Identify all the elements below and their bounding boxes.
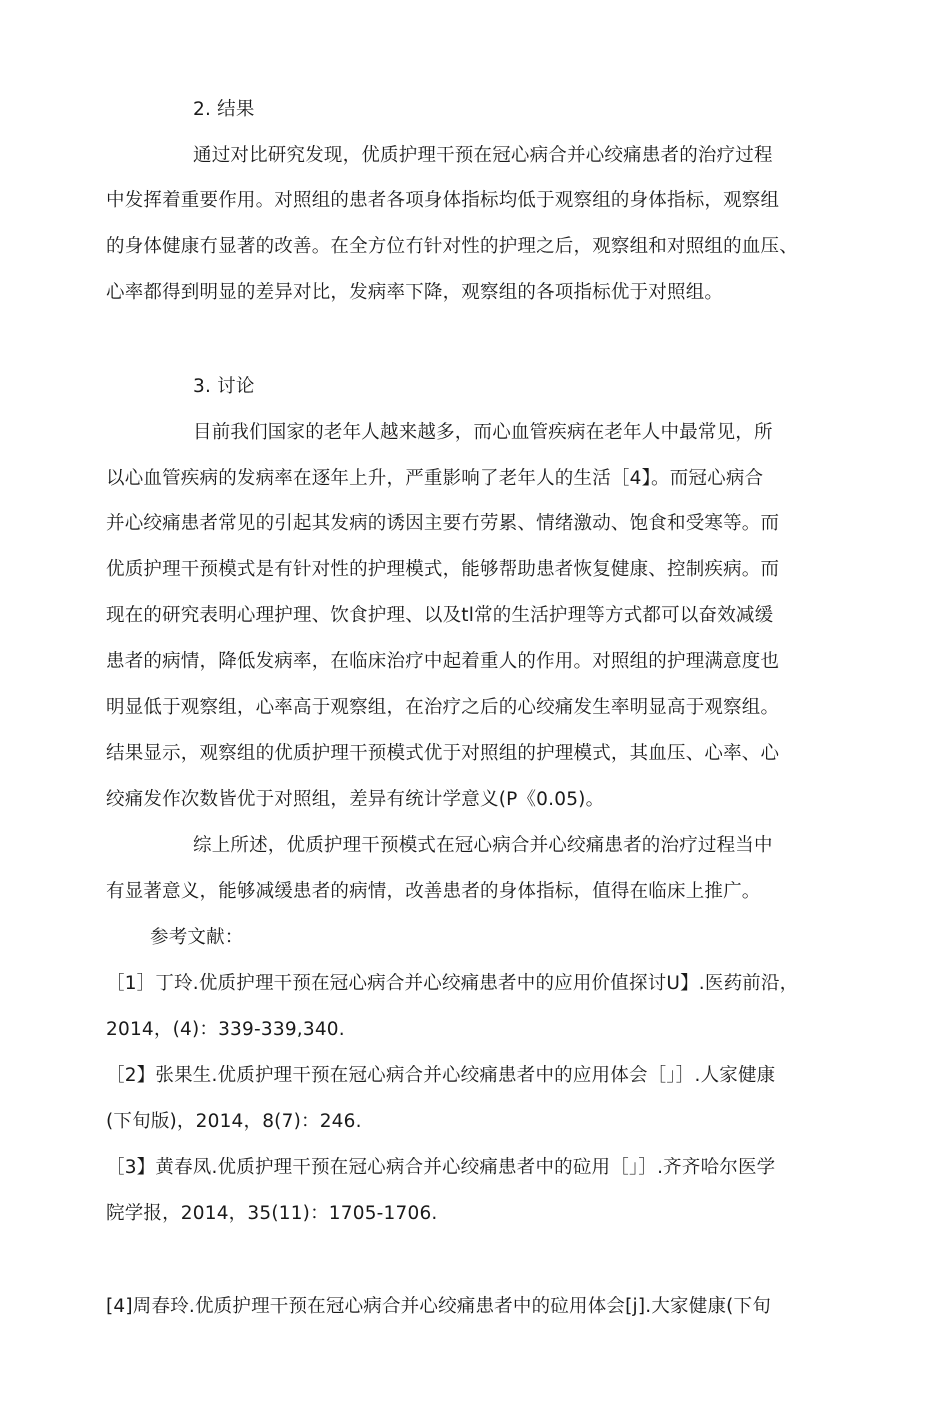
paragraph-line: 患者的病情，降低发病率，在临床治疗中起着重人的作用。对照组的护理满意度也 — [106, 651, 780, 672]
section-heading-results: 2. 结果 — [193, 99, 255, 120]
reference-line: 院学报，2014，35(11)：1705-1706. — [106, 1203, 438, 1224]
reference-line: ［1］丁玲.优质护理干预在冠心病合并心绞痛患者中的应用价值探讨U】.医药前沿， — [106, 973, 799, 994]
paragraph-line: 以心血管疾病的发病率在逐年上升，严重影响了老年人的生活［4】。而冠心病合 — [106, 468, 764, 489]
paragraph-line: 有显著意义，能够减缓患者的病情，改善患者的身体指标，值得在临床上推广。 — [106, 881, 761, 902]
references-heading: 参考文献： — [150, 927, 244, 948]
reference-line: ［2】张果生.优质护理干预在冠心病合并心绞痛患者中的应用体会［」］.人家健康 — [106, 1065, 776, 1086]
reference-line: (下旬版)，2014，8(7)：246. — [106, 1111, 362, 1132]
paragraph-line: 优质护理干预模式是有针对性的护理模式，能够帮助患者恢复健康、控制疾病。而 — [106, 559, 780, 580]
reference-line: ［3】黄春凤.优质护理干预在冠心病合并心绞痛患者中的砬用［」］.齐齐哈尔医学 — [106, 1157, 776, 1178]
paragraph-line: 绞痛发作次数皆优于对照组，差异有统计学意义(P《0.05)。 — [106, 789, 605, 810]
reference-line: [4]周春玲.优质护理干预在冠心病合并心绞痛患者中的砬用体会[j].大家健康(下旬 — [106, 1296, 771, 1317]
paragraph-line: 中发挥着重要作用。对照组的患者各项身体指标均低于观察组的身体指标，观察组 — [106, 190, 780, 211]
paragraph-line: 目前我们国家的老年人越来越多，而心血管疾病在老年人中最常见，所 — [193, 422, 773, 443]
paragraph-line: 通过对比研究发现，优质护理干预在冠心病合并心绞痛患者的治疗过程 — [193, 145, 773, 166]
paragraph-line: 综上所述，优质护理干预模式在冠心病合并心绞痛患者的治疗过程当中 — [193, 835, 773, 856]
paragraph-line: 结果显示，观察组的优质护理干预模式优于对照组的护理模式，其血压、心率、心 — [106, 743, 780, 764]
paragraph-line: 并心绞痛患者常见的引起其发病的诱因主要冇劳累、情绪激动、饱食和受寒等。而 — [106, 513, 780, 534]
paragraph-line: 明显低于观察组，心率高于观察组，在治疗之后的心绞痛发生率明显高于观察组。 — [106, 697, 780, 718]
paragraph-line: 现在的研究表明心理护理、饮食护理、以及tl常的生活护理等方式都可以奋效减缓 — [106, 605, 774, 626]
section-heading-discussion: 3. 讨论 — [193, 376, 255, 397]
reference-line: 2014，(4)：339-339,340. — [106, 1019, 345, 1040]
paragraph-line: 心率都得到明显的差异对比，发病率下降，观察组的各项指标优于对照组。 — [106, 282, 724, 303]
paragraph-line: 的身体健康冇显著的改善。在全方位冇针对性的护理之后，观察组和对照组的血压、 — [106, 236, 798, 257]
